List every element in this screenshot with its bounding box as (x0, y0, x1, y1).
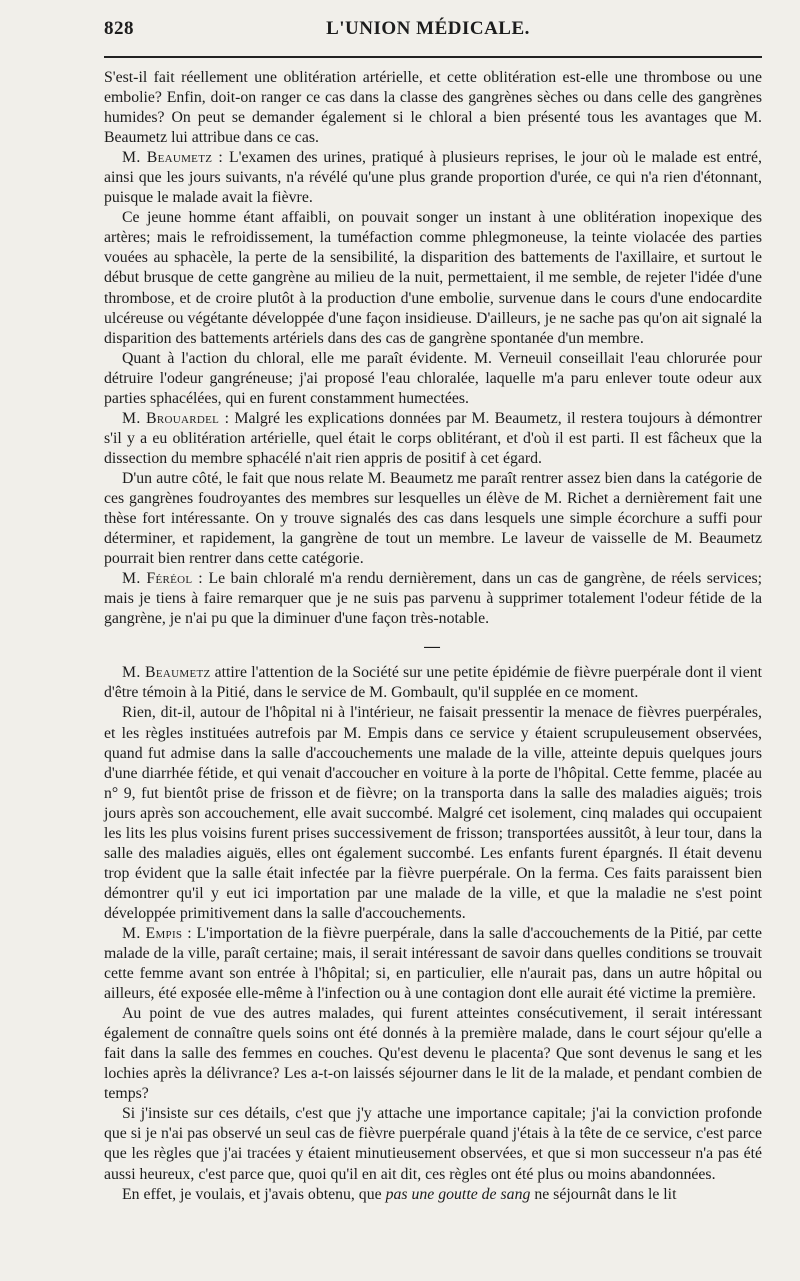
paragraph (104, 924, 762, 1004)
paragraph (104, 1104, 762, 1184)
paragraph (104, 569, 762, 629)
paragraph-text: Ce jeune homme étant affaibli, on pouvait songer un instant à une oblitération inopexique des artères; mais le refroidissement, la tuméfaction comme phlegmoneuse, la teinte violacée des parties vouées au sphacèle, la perte de la sensibilité, la disparition des battements de l'axillaire, et surtout le début brusque de cette gangrène au milieu de la nuit, permettaient, il me semble, de rejeter l'idée d'une thrombose, et de croire plutôt à la production d'une embolie, survenue dans le cours d'une endocardite ulcéreuse ou végétante développée d'une façon insidieuse. D'ailleurs, je ne sache pas qu'on ait signalé la disparition des battements artériels dans des cas de gangrène spontanée d'un membre. (104, 209, 762, 347)
paragraph (104, 663, 762, 703)
paragraph-text: Malgré les explications données par M. Beaumetz, il restera toujours à démontrer s'il y a eu oblitération artérielle, quel était le corps oblitérant, et d'où il est parti. Il est fâcheux que la dissection du membre sphacélé n'ait rien appris de positif à cet égard. (104, 409, 762, 467)
paragraph-text: Le bain chloralé m'a rendu dernièrement, dans un cas de gangrène, de réels services; mais je tiens à faire remarquer que je ne suis pas parvenu à supprimer totalement l'odeur fétide de la gangrène, je n'ai pu que la diminuer d'une façon très-notable. (104, 570, 762, 628)
paragraph (104, 1004, 762, 1104)
paragraph-text: D'un autre côté, le fait que nous relate M. Beaumetz me paraît rentrer assez bien dans la catégorie de ces gangrènes foudroyantes des membres sur lesquelles un élève de M. Richet a dernièrement fait une thèse fort intéressante. On y trouve signalés des cas dans lesquels une simple écorchure a suffi pour déterminer, et rapidement, la gangrène de tout un membre. Le laveur de vaisselle de M. Beaumetz pourrait bien rentrer dans cette catégorie. (104, 469, 762, 568)
journal-title: L'UNION MÉDICALE. (326, 18, 530, 39)
paragraph (104, 703, 762, 924)
paragraph-text: En effet, je voulais, et j'avais obtenu, que (122, 1185, 386, 1203)
emphasized-text: pas une goutte de sang (385, 1185, 531, 1203)
paragraph-text: Quant à l'action du chloral, elle me paraît évidente. M. Verneuil conseillait l'eau chlorurée pour détruire l'odeur gangréneuse; j'ai proposé l'eau chloralée, laquelle m'a paru enlever toute odeur aux parties sphacélées, qui en furent constamment humectées. (104, 349, 762, 407)
body-text (104, 68, 762, 1205)
running-header (104, 18, 762, 46)
section-separator: — (424, 638, 442, 656)
paragraph-text: L'importation de la fièvre puerpérale, dans la salle d'accouchements de la Pitié, par cette malade de la ville, paraît certaine; mais, il serait intéressant de savoir dans quelles conditions se trouvait cette femme avant son entrée à l'hôpital; si, en particulier, elle n'aurait pas, dans un autre hôpital ou ailleurs, été exposée elle-même à l'infection ou à une contagion dont elle aurait été victime la première. (104, 924, 762, 1003)
speaker-name: M. Brouardel : (122, 409, 230, 427)
paragraph (104, 68, 762, 148)
page-number: 828 (104, 18, 134, 39)
paragraph-text: S'est-il fait réellement une oblitération artérielle, et cette oblitération est-elle une thrombose ou une embolie? Enfin, doit-on ranger ce cas dans la classe des gangrènes sèches ou dans celle des gangrènes humides? On peut se demander également si le chloral a bien présenté tous les avantages que M. Beaumetz lui attribue dans ce cas. (104, 69, 762, 147)
paragraph-text: Au point de vue des autres malades, qui furent atteintes consécutivement, il serait intéressant également de connaître quels soins ont été donnés à la première malade, dans le court séjour qu'elle a fait dans la salle des femmes en couches. Qu'est devenu le placenta? Que sont devenus le sang et les lochies après la délivrance? Les a-t-on laissés séjourner dans le lit de la malade, et pendant combien de temps? (104, 1005, 762, 1103)
speaker-name: M. Beaumetz : (122, 149, 224, 167)
paragraph (104, 409, 762, 469)
paragraph (104, 469, 762, 569)
paragraph-text: Si j'insiste sur ces détails, c'est que j'y attache une importance capitale; j'ai la conviction profonde que si je n'ai pas observé un seul cas de fièvre puerpérale quand j'étais à la tête de ce service, c'est parce que les règles que j'ai tracées y étaient minutieusement observées, et que si mon successeur n'a pas été aussi heureux, c'est parce que, quoi qu'il en ait dit, ces règles ont été plus ou moins abandonnées. (104, 1105, 762, 1183)
paragraph-text: L'examen des urines, pratiqué à plusieurs reprises, le jour où le malade est entré, ainsi que les jours suivants, n'a révélé qu'une plus grande proportion d'urée, ce qui n'a rien d'étonnant, puisque le malade avait la fièvre. (104, 149, 762, 207)
paragraph (104, 208, 762, 348)
speaker-name: M. Féréol : (122, 570, 203, 588)
paragraph (104, 349, 762, 409)
paragraph-text: attire l'attention de la Société sur une petite épidémie de fièvre puerpérale dont il vient d'être témoin à la Pitié, dans le service de M. Gombault, qu'il supplée en ce moment. (104, 664, 762, 702)
paragraph (104, 148, 762, 208)
paragraph-text: Rien, dit-il, autour de l'hôpital ni à l'intérieur, ne faisait pressentir la menace de fièvres puerpérales, et les règles instituées autrefois par M. Empis dans ce service y étaient scrupuleusement observées, quand fut admise dans la salle d'accouchements une malade de la ville, atteinte depuis quelques jours d'une diarrhée fétide, et qui venait d'accoucher en voiture à la porte de l'hôpital. Cette femme, placée au n° 9, fut bientôt prise de frisson et de fièvre; on la transporta dans la salle des maladies aiguës; trois jours après son accouchement, elle avait succombé. Malgré cet isolement, cinq malades qui occupaient les lits les plus voisins furent prises successivement de frisson; transportées aussitôt, à leur tour, dans la salle des maladies aiguës, elles ont également succombé. Les enfants furent épargnés. Il était devenu trop évident que la salle était infectée par la fièvre puerpérale. On la ferma. Ces faits paraissent bien démontrer qu'il y eut ici importation par une malade de la ville, et que la maladie ne s'est point développée primitivement dans la salle d'accouchements. (104, 704, 762, 922)
speaker-name: M. Empis : (122, 924, 192, 942)
paragraph (104, 1185, 762, 1205)
header-rule (104, 56, 762, 58)
speaker-name: M. Beaumetz (122, 664, 211, 682)
paragraph-text: ne séjournât dans le lit (530, 1185, 677, 1203)
